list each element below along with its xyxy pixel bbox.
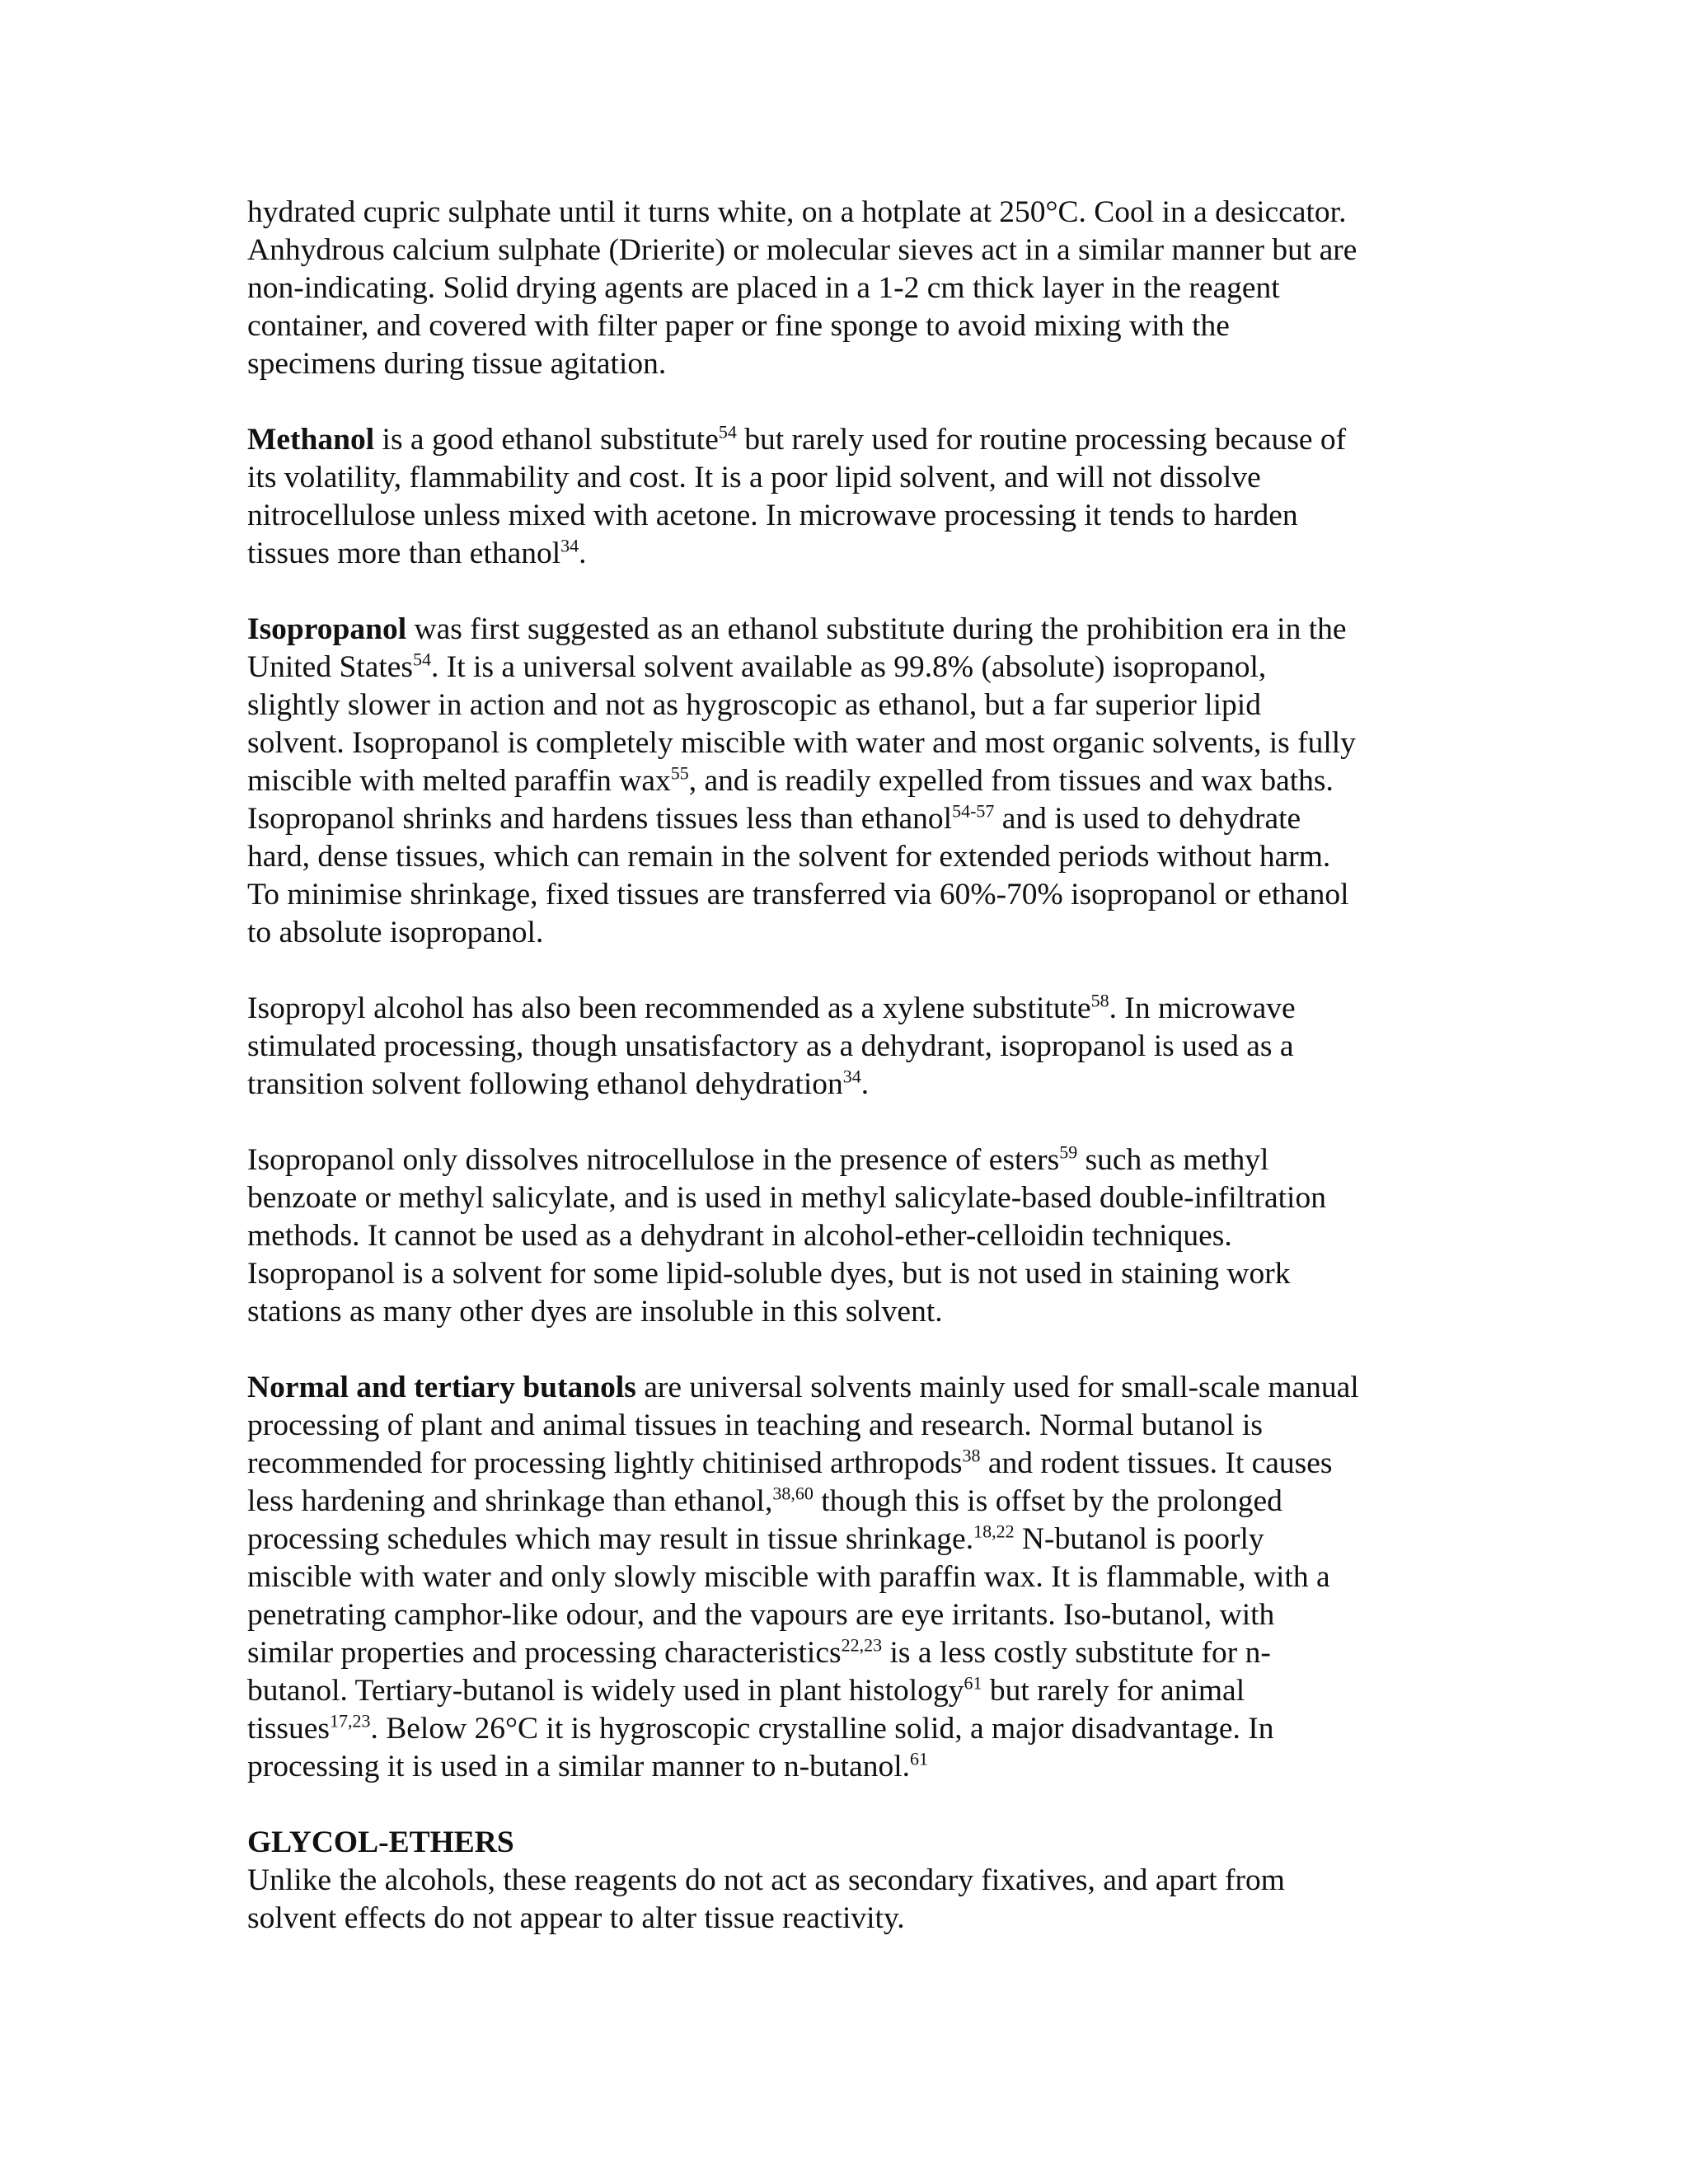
text-line: To minimise shrinkage, fixed tissues are transferred via 60%-70% isopropanol or ethanol xyxy=(247,878,1349,912)
text-fragment: . In microwave xyxy=(1109,991,1296,1025)
text-fragment: though this is offset by the prolonged xyxy=(813,1484,1282,1518)
text-fragment: recommended for processing lightly chitinised arthropods xyxy=(247,1446,963,1480)
citation-superscript: 17,23 xyxy=(330,1710,371,1732)
text-line xyxy=(247,421,1459,459)
citation-superscript: 54 xyxy=(413,649,432,670)
text-fragment: . It is a universal solvent available as 99.8% (absolute) isopropanol, xyxy=(431,650,1267,684)
text-line: Isopropanol is a solvent for some lipid-soluble dyes, but is not used in staining work xyxy=(247,1257,1291,1291)
paragraph-glycol-ethers xyxy=(247,1862,1459,1938)
text-fragment: Isopropanol shrinks and hardens tissues less than ethanol xyxy=(247,802,953,836)
text-fragment: similar properties and processing characteristics xyxy=(247,1636,842,1670)
text-line xyxy=(247,1483,1459,1521)
citation-superscript: 34 xyxy=(842,1066,861,1087)
text-line xyxy=(247,1672,1459,1710)
citation-superscript: 38 xyxy=(962,1445,981,1466)
text-line: slightly slower in action and not as hygroscopic as ethanol, but a far superior lipid xyxy=(247,688,1261,722)
text-line: penetrating camphor-like odour, and the vapours are eye irritants. Iso-butanol, with xyxy=(247,1598,1275,1632)
text-line xyxy=(247,1369,1459,1407)
section-heading: GLYCOL-ETHERS xyxy=(247,1825,514,1859)
text-line xyxy=(247,1710,1459,1748)
text-fragment: is a less costly substitute for n- xyxy=(882,1636,1271,1670)
paragraph-drying-agents xyxy=(247,194,1459,383)
text-line: its volatility, flammability and cost. It is a poor lipid solvent, and will not dissolve xyxy=(247,461,1261,494)
citation-superscript: 59 xyxy=(1059,1141,1078,1163)
text-fragment: transition solvent following ethanol dehydration xyxy=(247,1067,843,1101)
text-line: solvent. Isopropanol is completely miscible with water and most organic solvents, is fully xyxy=(247,726,1356,760)
text-line xyxy=(247,1634,1459,1672)
text-line: processing of plant and animal tissues in teaching and research. Normal butanol is xyxy=(247,1408,1263,1442)
text-line: benzoate or methyl salicylate, and is used in methyl salicylate-based double-infiltration xyxy=(247,1181,1326,1215)
section-glycol-ethers xyxy=(247,1824,1459,1938)
text-line: miscible with water and only slowly miscible with paraffin wax. It is flammable, with a xyxy=(247,1560,1330,1594)
text-line xyxy=(247,1521,1459,1558)
text-line: hydrated cupric sulphate until it turns white, on a hotplate at 250°C. Cool in a desiccator. xyxy=(247,195,1347,229)
term-isopropanol: Isopropanol xyxy=(247,612,407,646)
text-line xyxy=(247,1748,1459,1786)
text-line: Unlike the alcohols, these reagents do not act as secondary fixatives, and apart from xyxy=(247,1863,1285,1897)
citation-superscript: 58 xyxy=(1090,990,1109,1011)
term-butanols: Normal and tertiary butanols xyxy=(247,1371,636,1404)
text-line: stimulated processing, though unsatisfactory as a dehydrant, isopropanol is used as a xyxy=(247,1029,1294,1063)
text-fragment: Isopropyl alcohol has also been recommended as a xylene substitute xyxy=(247,991,1091,1025)
text-line: non-indicating. Solid drying agents are placed in a 1-2 cm thick layer in the reagent xyxy=(247,271,1280,305)
text-fragment: Isopropanol only dissolves nitrocellulose in the presence of esters xyxy=(247,1143,1060,1177)
text-line xyxy=(247,990,1459,1028)
text-fragment: but rarely used for routine processing because of xyxy=(736,423,1347,457)
text-fragment: . xyxy=(860,1067,870,1101)
text-fragment: is a good ethanol substitute xyxy=(374,423,719,457)
text-fragment: tissues more than ethanol xyxy=(247,537,561,570)
citation-superscript: 18,22 xyxy=(973,1521,1015,1542)
text-line: container, and covered with filter paper or fine sponge to avoid mixing with the xyxy=(247,309,1230,343)
text-fragment: N-butanol is poorly xyxy=(1014,1522,1264,1556)
text-fragment: was first suggested as an ethanol substitute during the prohibition era in the xyxy=(406,612,1347,646)
text-fragment: such as methyl xyxy=(1077,1143,1269,1177)
citation-superscript: 55 xyxy=(670,762,689,784)
text-fragment: . Below 26°C it is hygroscopic crystalline solid, a major disadvantage. In xyxy=(370,1712,1274,1746)
text-line xyxy=(247,762,1459,800)
paragraph-nitrocellulose xyxy=(247,1141,1459,1331)
text-line: solvent effects do not appear to alter tissue reactivity. xyxy=(247,1901,905,1935)
text-line: specimens during tissue agitation. xyxy=(247,347,667,381)
citation-superscript: 34 xyxy=(560,535,579,556)
paragraph-isopropyl-alcohol xyxy=(247,990,1459,1104)
text-line xyxy=(247,1066,1459,1104)
text-fragment: processing it is used in a similar manner to n-butanol. xyxy=(247,1750,911,1783)
text-fragment: and rodent tissues. It causes xyxy=(980,1446,1333,1480)
text-fragment: are universal solvents mainly used for small-scale manual xyxy=(635,1371,1359,1404)
text-line xyxy=(247,1141,1459,1179)
text-line xyxy=(247,800,1459,838)
text-fragment: but rarely for animal xyxy=(982,1674,1245,1708)
text-line: hard, dense tissues, which can remain in the solvent for extended periods without harm. xyxy=(247,840,1331,874)
citation-superscript: 54 xyxy=(718,421,737,443)
text-line: Anhydrous calcium sulphate (Drierite) or molecular sieves act in a similar manner but are xyxy=(247,233,1357,267)
citation-superscript: 61 xyxy=(910,1748,929,1769)
text-fragment: butanol. Tertiary-butanol is widely used in plant histology xyxy=(247,1674,964,1708)
text-fragment: less hardening and shrinkage than ethanol, xyxy=(247,1484,773,1518)
text-fragment: processing schedules which may result in tissue shrinkage. xyxy=(247,1522,974,1556)
term-methanol: Methanol xyxy=(247,423,375,457)
paragraph-isopropanol xyxy=(247,611,1459,952)
text-fragment: . xyxy=(579,537,587,570)
text-fragment: and is used to dehydrate xyxy=(994,802,1301,836)
text-line xyxy=(247,1445,1459,1483)
text-line xyxy=(247,649,1459,687)
citation-superscript: 38,60 xyxy=(772,1483,814,1504)
paragraph-methanol xyxy=(247,421,1459,573)
citation-superscript: 61 xyxy=(964,1672,982,1694)
citation-superscript: 54-57 xyxy=(952,800,995,822)
text-line: stations as many other dyes are insoluble in this solvent. xyxy=(247,1295,943,1329)
text-line: methods. It cannot be used as a dehydrant in alcohol-ether-celloidin techniques. xyxy=(247,1219,1232,1253)
document-page xyxy=(247,194,1459,1938)
citation-superscript: 22,23 xyxy=(841,1634,883,1656)
paragraph-butanols xyxy=(247,1369,1459,1786)
text-fragment: miscible with melted paraffin wax xyxy=(247,764,671,798)
text-line xyxy=(247,535,1459,573)
text-fragment: tissues xyxy=(247,1712,331,1746)
text-line: nitrocellulose unless mixed with acetone. In microwave processing it tends to harden xyxy=(247,499,1298,532)
text-fragment: , and is readily expelled from tissues and wax baths. xyxy=(688,764,1334,798)
text-line xyxy=(247,611,1459,649)
text-fragment: United States xyxy=(247,650,414,684)
text-line: to absolute isopropanol. xyxy=(247,916,544,949)
